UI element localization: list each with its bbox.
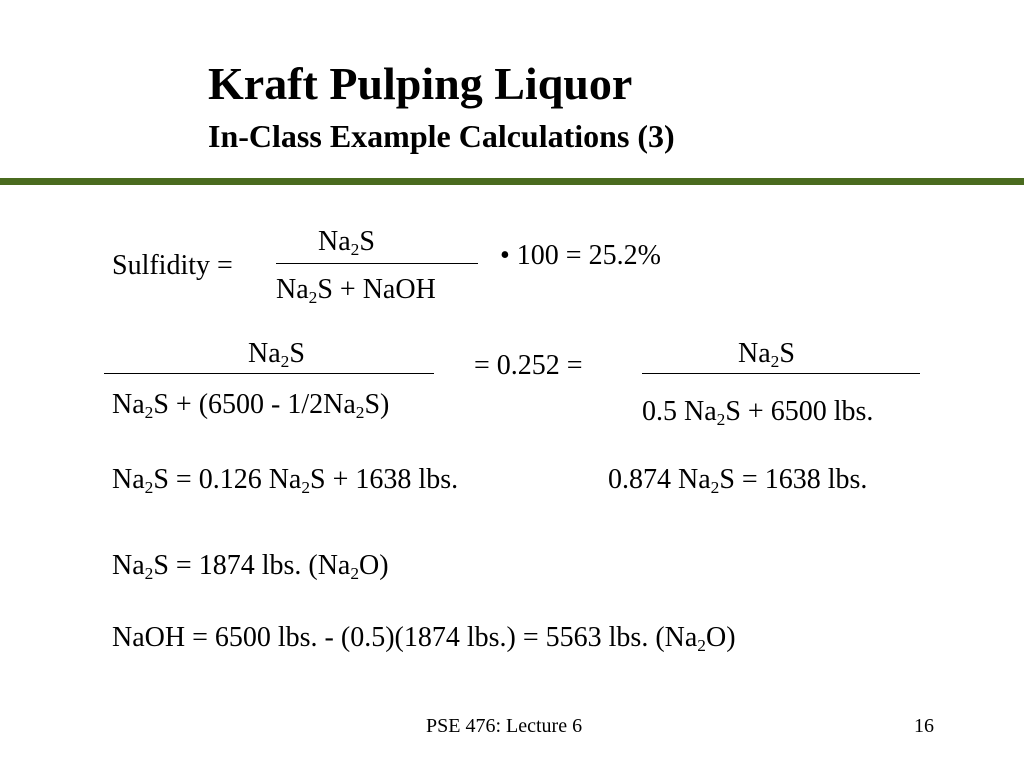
eq3-left: $Na_2S = 0.126$ $Na_2S + 1638$ lbs. xyxy=(112,464,459,497)
eq2-right-numerator: $Na_2S$ xyxy=(738,338,795,371)
page-number: 16 xyxy=(914,715,934,737)
sulfidity-label: Sulfidity = xyxy=(112,250,233,281)
eq4: $Na_2S = 1874$ lbs. $(Na_2O)$ xyxy=(112,550,389,583)
eq2-left-denominator: $Na_2S + (6500 - 1/2Na_2S)$ xyxy=(112,389,390,422)
eq1-result: • 100 = 25.2% xyxy=(500,240,661,271)
eq3-right: 0.874 $Na_2S = 1638$ lbs. xyxy=(608,464,868,497)
eq2-right-denominator: 0.5 $Na_2S + 6500$ lbs. xyxy=(642,396,874,429)
slide-subtitle: In-Class Example Calculations (3) xyxy=(208,118,675,154)
eq5: NaOH = 6500 lbs. - (0.5)(1874 lbs.) = 5563 lbs. $(Na_2O)$ xyxy=(112,622,736,655)
eq1-numerator: $Na_2S$ xyxy=(318,226,375,259)
footer-text: PSE 476: Lecture 6 xyxy=(426,715,583,737)
eq2-right-fraction-bar xyxy=(642,373,920,374)
eq2-left-fraction-bar xyxy=(104,373,434,374)
eq1-fraction-bar xyxy=(276,263,478,264)
title-divider xyxy=(0,178,1024,185)
eq2-left-numerator: $Na_2S$ xyxy=(248,338,305,371)
eq1-denominator: $Na_2S$ + NaOH xyxy=(276,274,436,307)
eq2-middle: = 0.252 = xyxy=(474,350,583,381)
slide-title: Kraft Pulping Liquor xyxy=(208,58,633,109)
